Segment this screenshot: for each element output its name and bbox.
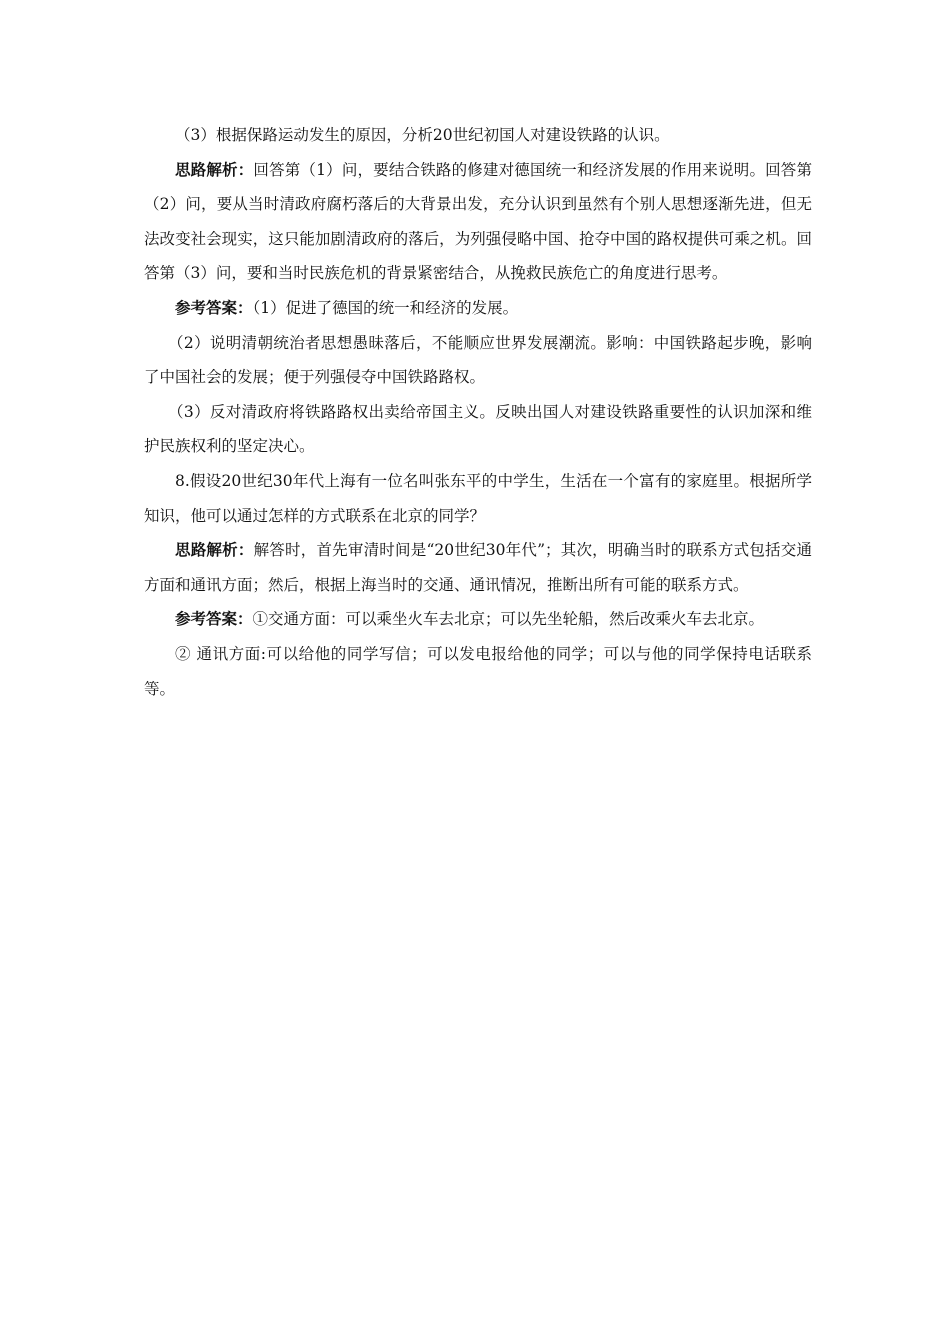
analysis-paragraph-1: [144, 153, 812, 291]
question-3: （3）根据保路运动发生的原因，分析20世纪初国人对建设铁路的认识。: [175, 126, 670, 144]
analysis-text: 解答时，首先审清时间是“20世纪30年代”；其次，明确当时的联系方式包括交通方面和通讯方面；然后，根据上海当时的交通、通讯情况，推断出所有可能的联系方式。: [144, 541, 812, 594]
answer-item-communication: ② 通讯方面:可以给他的同学写信；可以发电报给他的同学；可以与他的同学保持电话联系等。: [144, 644, 812, 698]
analysis-text: 回答第（1）问，要结合铁路的修建对德国统一和经济发展的作用来说明。回答第（2）问，要从当时清政府腐朽落后的大背景出发，充分认识到虽然有个别人思想逐渐先进，但无法改变社会现实，这只能加剧清政府的落后，为列强侵略中国、抢夺中国的路权提供可乘之机。回答第（3）问，要和当时民族危机的背景紧密结合，从挽救民族危亡的角度进行思考。: [144, 160, 812, 283]
document-body: [144, 118, 812, 706]
answer-label: 参考答案：: [175, 297, 253, 317]
answer-item-2: （2）说明清朝统治者思想愚昧落后，不能顺应世界发展潮流。影响：中国铁路起步晚，影响了中国社会的发展；便于列强侵夺中国铁路路权。: [144, 333, 812, 387]
answer-paragraph-2: [144, 602, 812, 637]
answer-item-3: （3）反对清政府将铁路路权出卖给帝国主义。反映出国人对建设铁路重要性的认识加深和维护民族权利的坚定决心。: [144, 402, 812, 456]
answer-label: 参考答案：: [175, 609, 253, 629]
answer-text: （1）促进了德国的统一和经济的发展。: [252, 298, 519, 317]
analysis-label: 思路解析：: [175, 540, 254, 560]
question-8: 8.假设20世纪30年代上海有一位名叫张东平的中学生，生活在一个富有的家庭里。根据所学知识，他可以通过怎样的方式联系在北京的同学？: [144, 471, 812, 525]
analysis-paragraph-2: [144, 533, 812, 602]
answer-paragraph-1: [144, 291, 812, 326]
answer-text: ①交通方面：可以乘坐火车去北京；可以先坐轮船，然后改乘火车去北京。: [252, 610, 765, 629]
analysis-label: 思路解析：: [175, 159, 254, 179]
